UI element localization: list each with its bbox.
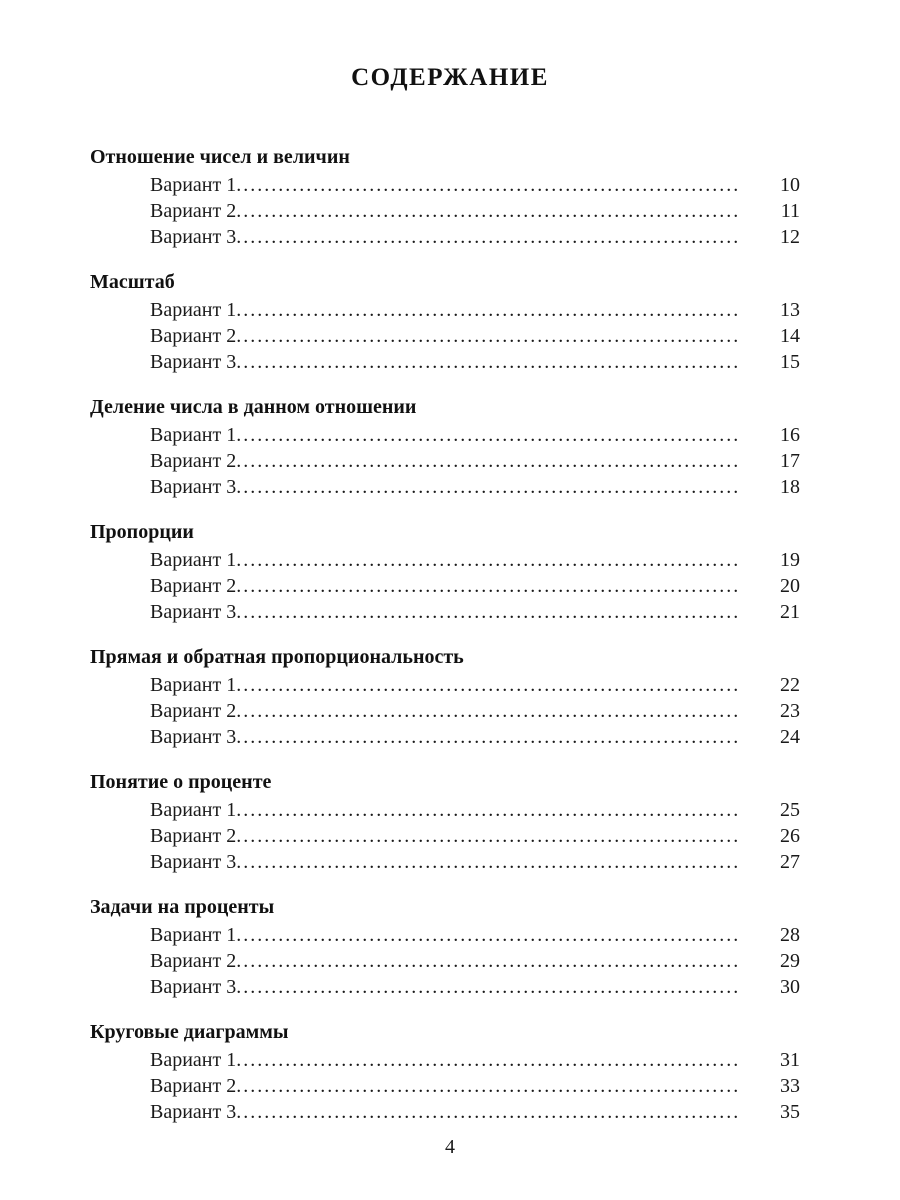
- toc-section-entries: [90, 922, 800, 1000]
- toc-entry-page: 15: [780, 351, 800, 373]
- toc-section: [90, 267, 800, 375]
- toc-entry: [150, 323, 800, 349]
- toc-entry-page: 10: [780, 174, 800, 196]
- toc-entry-label: Вариант 2: [150, 700, 237, 722]
- toc-entry-page: 13: [780, 299, 800, 321]
- toc-section-title: Прямая и обратная пропорциональность: [90, 646, 464, 668]
- toc-entry-label: Вариант 3: [150, 226, 237, 248]
- toc-entry-page: 14: [780, 325, 800, 347]
- toc-entry-label: Вариант 1: [150, 674, 237, 696]
- toc-entry-label: Вариант 3: [150, 601, 237, 623]
- toc-entry: [150, 422, 800, 448]
- toc-entry-page: 20: [780, 575, 800, 597]
- dot-leader: [236, 349, 740, 375]
- toc-entry-page: 33: [780, 1075, 800, 1097]
- toc-entry: [150, 724, 800, 750]
- dot-leader: [236, 297, 740, 323]
- toc-section-title: Круговые диаграммы: [90, 1021, 289, 1043]
- toc-entry-label: Вариант 3: [150, 476, 237, 498]
- toc-section-title: Масштаб: [90, 271, 175, 293]
- toc-entry-label: Вариант 2: [150, 450, 237, 472]
- toc-entry-page: 30: [780, 976, 800, 998]
- toc-entry-page: 16: [780, 424, 800, 446]
- dot-leader: [236, 922, 740, 948]
- toc-section-title: Пропорции: [90, 521, 194, 543]
- footer-page-number: 4: [445, 1136, 455, 1158]
- toc-entry-label: Вариант 1: [150, 299, 237, 321]
- toc-entry-page: 11: [780, 200, 800, 222]
- dot-leader: [236, 573, 740, 599]
- toc-entry: [150, 948, 800, 974]
- dot-leader: [236, 172, 740, 198]
- toc-entry-label: Вариант 1: [150, 174, 237, 196]
- toc-entry: [150, 1047, 800, 1073]
- toc-section-entries: [90, 797, 800, 875]
- toc-entry-label: Вариант 3: [150, 976, 237, 998]
- dot-leader: [236, 948, 740, 974]
- toc-entry: [150, 198, 800, 224]
- dot-leader: [236, 323, 740, 349]
- toc-entry: [150, 922, 800, 948]
- toc-section-entries: [90, 1047, 800, 1125]
- toc-section-entries: [90, 547, 800, 625]
- dot-leader: [236, 224, 740, 250]
- toc-entry: [150, 474, 800, 500]
- toc-entry-page: 35: [780, 1101, 800, 1123]
- toc-entry-page: 29: [780, 950, 800, 972]
- toc-entry-label: Вариант 2: [150, 575, 237, 597]
- dot-leader: [236, 1099, 740, 1125]
- toc-section: [90, 892, 800, 1000]
- toc-section: [90, 517, 800, 625]
- toc-entry-page: 19: [780, 549, 800, 571]
- toc-entry: [150, 297, 800, 323]
- dot-leader: [236, 547, 740, 573]
- toc-entry: [150, 599, 800, 625]
- dot-leader: [236, 823, 740, 849]
- toc-section: [90, 392, 800, 500]
- toc-entry-label: Вариант 2: [150, 825, 237, 847]
- toc-entry-label: Вариант 1: [150, 549, 237, 571]
- dot-leader: [236, 724, 740, 750]
- toc-entry: [150, 797, 800, 823]
- toc-entry-page: 24: [780, 726, 800, 748]
- toc-entry-page: 22: [780, 674, 800, 696]
- toc-entry-label: Вариант 1: [150, 1049, 237, 1071]
- toc-section-title: Отношение чисел и величин: [90, 146, 350, 168]
- toc-entry: [150, 823, 800, 849]
- toc-section-entries: [90, 172, 800, 250]
- dot-leader: [236, 1047, 740, 1073]
- toc-entry: [150, 672, 800, 698]
- toc-entry-page: 27: [780, 851, 800, 873]
- toc-entry-page: 26: [780, 825, 800, 847]
- dot-leader: [236, 599, 740, 625]
- toc-entry: [150, 974, 800, 1000]
- dot-leader: [236, 448, 740, 474]
- toc-entry-label: Вариант 3: [150, 351, 237, 373]
- toc-section: [90, 1017, 800, 1125]
- toc-entry-label: Вариант 1: [150, 924, 237, 946]
- dot-leader: [236, 849, 740, 875]
- toc-entry: [150, 1099, 800, 1125]
- toc-entry: [150, 573, 800, 599]
- toc-entry-page: 23: [780, 700, 800, 722]
- dot-leader: [236, 1073, 740, 1099]
- toc-entry: [150, 698, 800, 724]
- toc-entry-label: Вариант 3: [150, 851, 237, 873]
- dot-leader: [236, 422, 740, 448]
- toc-entry-label: Вариант 3: [150, 726, 237, 748]
- toc-entry-page: 21: [780, 601, 800, 623]
- toc-entry: [150, 547, 800, 573]
- dot-leader: [236, 974, 740, 1000]
- toc-entry-page: 18: [780, 476, 800, 498]
- dot-leader: [236, 797, 740, 823]
- toc-section: [90, 142, 800, 250]
- toc-entry-label: Вариант 1: [150, 424, 237, 446]
- toc-section-entries: [90, 297, 800, 375]
- toc-section: [90, 642, 800, 750]
- toc-section-title: Деление числа в данном отношении: [90, 396, 417, 418]
- toc-entry: [150, 172, 800, 198]
- toc-entry-page: 28: [780, 924, 800, 946]
- toc-entry-label: Вариант 1: [150, 799, 237, 821]
- toc-section: [90, 767, 800, 875]
- toc-entry-label: Вариант 2: [150, 200, 237, 222]
- toc-entry-page: 17: [780, 450, 800, 472]
- dot-leader: [236, 672, 740, 698]
- toc-entry: [150, 224, 800, 250]
- toc-entry: [150, 349, 800, 375]
- toc-entry: [150, 448, 800, 474]
- toc-entry-label: Вариант 3: [150, 1101, 237, 1123]
- dot-leader: [236, 698, 740, 724]
- toc-section-title: Задачи на проценты: [90, 896, 275, 918]
- page-title: СОДЕРЖАНИЕ: [351, 64, 549, 91]
- toc-entry-page: 31: [780, 1049, 800, 1071]
- toc-entry: [150, 1073, 800, 1099]
- dot-leader: [236, 198, 740, 224]
- toc-entry-page: 25: [780, 799, 800, 821]
- toc-section-title: Понятие о проценте: [90, 771, 272, 793]
- table-of-contents: [0, 142, 900, 1125]
- dot-leader: [236, 474, 740, 500]
- toc-entry: [150, 849, 800, 875]
- toc-entry-label: Вариант 2: [150, 1075, 237, 1097]
- toc-entry-label: Вариант 2: [150, 325, 237, 347]
- toc-entry-page: 12: [780, 226, 800, 248]
- toc-section-entries: [90, 422, 800, 500]
- toc-section-entries: [90, 672, 800, 750]
- toc-entry-label: Вариант 2: [150, 950, 237, 972]
